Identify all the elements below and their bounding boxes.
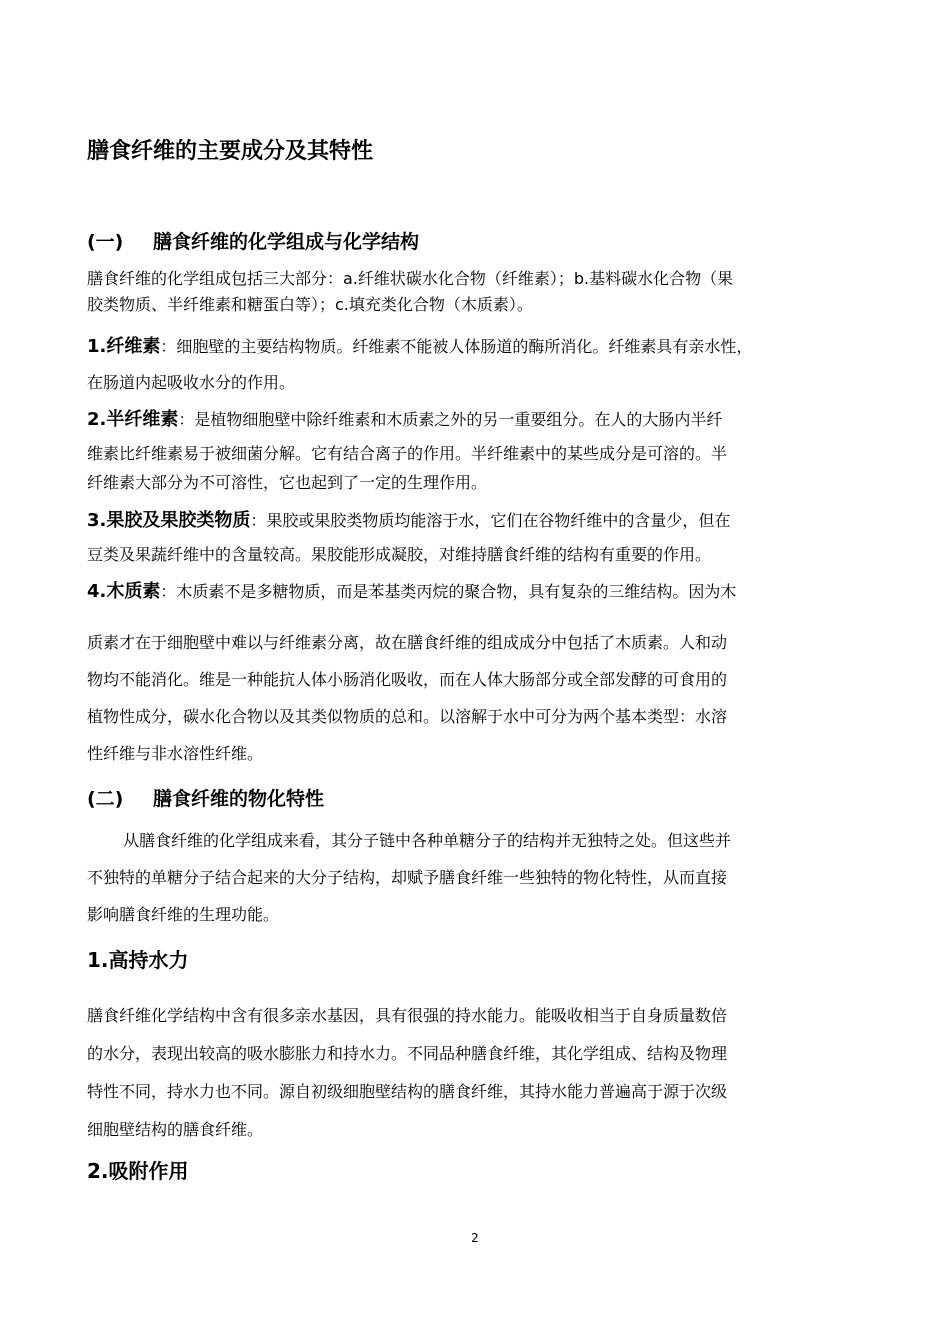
text-line: 植物性成分，碳水化合物以及其类似物质的总和。以溶解于水中可分为两个基本类型：水溶 <box>87 707 728 726</box>
subsection-heading-water-holding: 1.高持水力 <box>87 948 189 972</box>
text-line: 在肠道内起吸收水分的作用。 <box>87 373 296 392</box>
item-text: ：是植物细胞壁中除纤维素和木质素之外的另一重要组分。在人的大肠内半纤 <box>178 410 723 429</box>
item-term: 4.木质素 <box>87 581 161 602</box>
text-line: 胶类物质、半纤维素和糖蛋白等）；c.填充类化合物（木质素）。 <box>87 295 533 314</box>
text-line: 细胞壁结构的膳食纤维。 <box>87 1120 264 1139</box>
text-line: 维素比纤维素易于被细菌分解。它有结合离子的作用。半纤维素中的某些成分是可溶的。半 <box>87 444 728 463</box>
subsection-heading-adsorption: 2.吸附作用 <box>87 1159 189 1183</box>
text-line: 影响膳食纤维的生理功能。 <box>87 905 280 924</box>
item-term: 2.半纤维素 <box>87 409 179 430</box>
text-line: 纤维素大部分为不可溶性，它也起到了一定的生理作用。 <box>87 473 488 492</box>
item-lignin <box>87 576 877 608</box>
text-line: 膳食纤维化学结构中含有很多亲水基因，具有很强的持水能力。能吸收相当于自身质量数倍 <box>87 1006 728 1025</box>
section-2-heading <box>87 785 324 813</box>
subsection-water-holding-text <box>87 997 877 1149</box>
item-term: 1.纤维素 <box>87 336 161 357</box>
text-line: 性纤维与非水溶性纤维。 <box>87 744 264 763</box>
section-2-intro <box>87 822 877 933</box>
text-line: 从膳食纤维的化学组成来看，其分子链中各种单糖分子的结构并无独特之处。但这些并 <box>123 831 732 850</box>
section-1-heading <box>87 228 419 256</box>
item-text: ：果胶或果胶类物质均能溶于水，它们在谷物纤维中的含量少，但在 <box>250 511 731 530</box>
text-line: 豆类及果蔬纤维中的含量较高。果胶能形成凝胶，对维持膳食纤维的结构有重要的作用。 <box>87 545 712 564</box>
section-2-title: 膳食纤维的物化特性 <box>153 788 325 810</box>
text-line: 不独特的单糖分子结合起来的大分子结构，却赋予膳食纤维一些独特的物化特性，从而直接 <box>87 868 728 887</box>
item-pectin <box>87 504 877 572</box>
text-line: 的水分，表现出较高的吸水膨胀力和持水力。不同品种膳食纤维，其化学组成、结构及物理 <box>87 1044 728 1063</box>
section-1-intro <box>87 266 877 318</box>
item-hemicellulose <box>87 403 877 494</box>
section-1-title: 膳食纤维的化学组成与化学结构 <box>153 231 420 253</box>
text-line: 物均不能消化。维是一种能抗人体小肠消化吸收，而在人体大肠部分或全部发酵的可食用的 <box>87 670 728 689</box>
text-line: 特性不同，持水力也不同。源自初级细胞壁结构的膳食纤维，其持水能力普遍高于源于次级 <box>87 1082 728 1101</box>
page-title: 膳食纤维的主要成分及其特性 <box>87 139 374 164</box>
item-cellulose <box>87 329 877 401</box>
item-text: ：细胞壁的主要结构物质。纤维素不能被人体肠道的酶所消化。纤维素具有亲水性， <box>160 337 753 356</box>
section-1-continuation <box>87 624 877 772</box>
section-2-number: (二) <box>87 788 124 810</box>
section-1-number: (一) <box>87 231 124 253</box>
item-term: 3.果胶及果胶类物质 <box>87 510 251 531</box>
page-number: 2 <box>471 1231 479 1245</box>
text-line: 质素才在于细胞壁中难以与纤维素分离，故在膳食纤维的组成成分中包括了木质素。人和动 <box>87 633 728 652</box>
text-line: 膳食纤维的化学组成包括三大部分：a.纤维状碳水化合物（纤维素）；b.基料碳水化合物（果 <box>87 269 734 288</box>
item-text: ：木质素不是多糖物质，而是苯基类丙烷的聚合物，具有复杂的三维结构。因为木 <box>160 582 737 601</box>
